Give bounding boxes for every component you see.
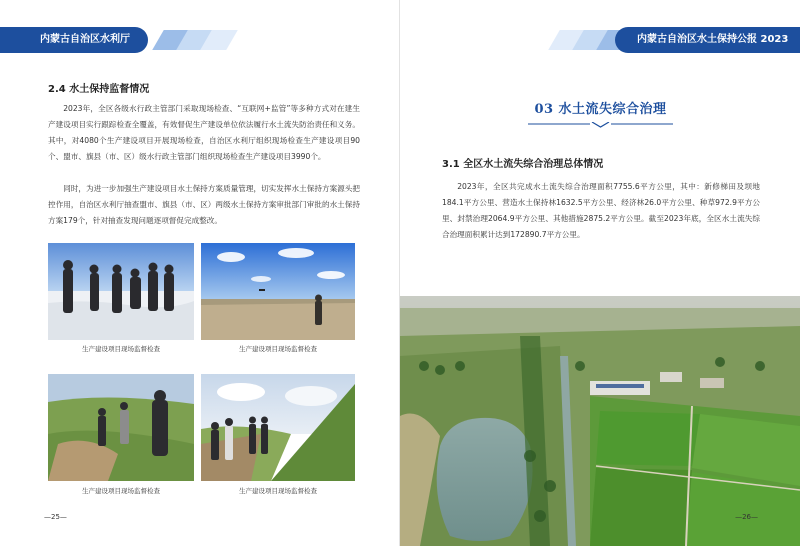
inspection-photo: [201, 243, 355, 340]
chapter-title: 03 水土流失综合治理: [534, 102, 667, 117]
paragraph: 2023年，全区共完成水土流失综合治理面积7755.6平方公里，其中：新修梯田及坝地184.1平方公里、营造水土保持林1632.5平方公里、经济林26.0平方公里、种草972.9平方公里、封禁治理2064.9平方公里、其他措施2875.2平方公里。截至2023年底，全区水土流失综合治理面积累计达到172890.7平方公里。: [442, 182, 760, 239]
page-number: —26—: [735, 513, 758, 521]
right-header-banner: [550, 27, 800, 53]
right-page: [400, 0, 800, 546]
photo-caption: 生产建设项目现场监督检查: [239, 345, 317, 353]
inspection-photo: [201, 374, 355, 481]
photo-caption: 生产建设项目现场监督检查: [82, 345, 160, 353]
section-title: 2.4 水土保持监督情况: [48, 84, 150, 95]
photo-caption: 生产建设项目现场监督检查: [239, 487, 317, 495]
chapter-heading: [528, 98, 673, 117]
right-header-title: 内蒙古自治区水土保持公报 2023: [615, 27, 800, 53]
left-header-title: 内蒙古自治区水利厅: [0, 27, 148, 53]
paragraph: 2023年，全区各级水行政主管部门采取现场检查、“互联网+监管”等多种方式对在建生产建设项目实行跟踪检查全覆盖，有效督促生产建设单位依法履行水土流失防治责任和义务。其中，对4080个生产建设项目开展现场检查，自治区水利厅组织现场检查生产建设项目90个、盟市、旗县（市、区）级水行政主管部门组织现场检查生产建设项目3990个。: [48, 104, 360, 161]
inspection-photo: [48, 374, 194, 481]
photo-caption: 生产建设项目现场监督检查: [82, 487, 160, 495]
chapter-divider-icon: [528, 122, 673, 128]
aerial-landscape-photo: [400, 296, 800, 546]
page-number: —25—: [44, 513, 67, 521]
left-header-banner: [0, 27, 240, 53]
section-title: 3.1 全区水土流失综合治理总体情况: [442, 159, 604, 170]
paragraph: 同时，为进一步加强生产建设项目水土保持方案质量管理，切实发挥水土保持方案源头把控作用，自治区水利厅抽查盟市、旗县（市、区）两级水土保持方案审批部门审批的水土保持方案179个，针对抽查发现问题逐项督促完成整改。: [48, 184, 360, 225]
inspection-photo: [48, 243, 194, 340]
